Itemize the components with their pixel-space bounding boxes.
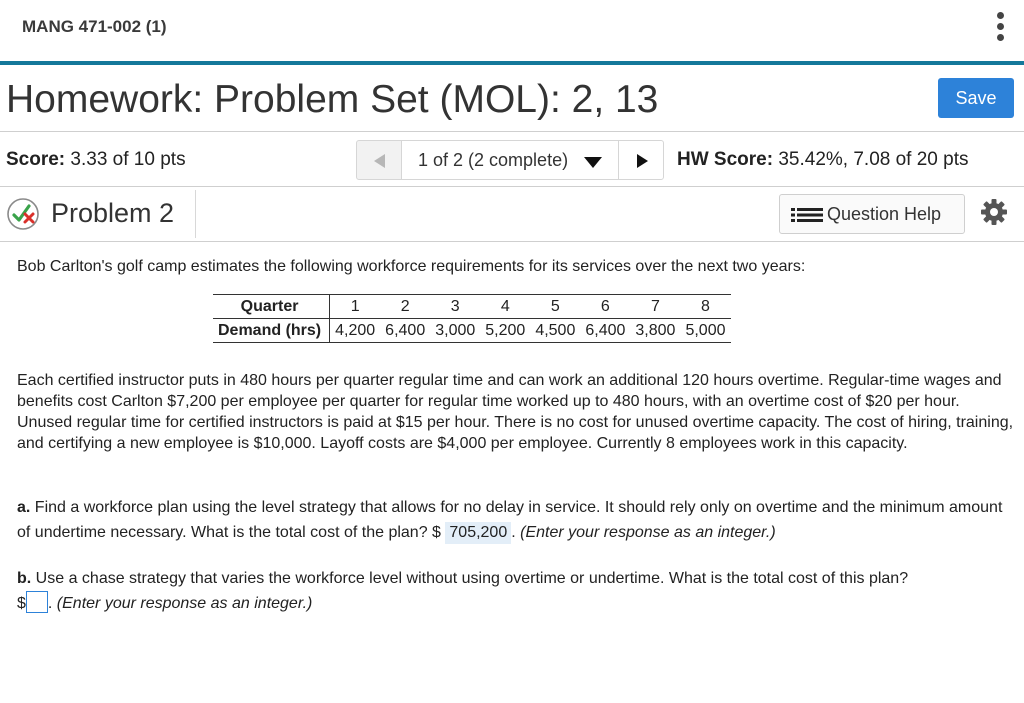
arrow-left-icon [374,154,385,168]
quarter-cell: 7 [630,295,680,319]
part-a-letter: a. [17,499,31,516]
question-selector-label: 1 of 2 (2 complete) [418,150,569,170]
quarter-cell: 2 [380,295,430,319]
quarter-cell: 5 [530,295,580,319]
demand-cell: 5,000 [680,319,730,343]
problem-intro: Bob Carlton's golf camp estimates the following workforce requirements for its services over the next two years: [17,258,806,275]
header-divider [0,61,1024,65]
question-selector[interactable] [402,140,618,180]
table-row [213,319,731,343]
score-label: Score: [6,149,66,170]
vertical-dots-icon[interactable] [994,12,1006,48]
save-button[interactable]: Save [938,78,1014,118]
part-b-letter: b. [17,570,32,587]
demand-table [213,294,731,343]
question-help-label: Question Help [827,204,942,224]
demand-cell: 4,200 [330,319,381,343]
question-navigator [356,140,664,180]
hw-score-value: 35.42%, 7.08 of 20 pts [778,149,969,170]
page-title: Homework: Problem Set (MOL): 2, 13 [6,78,659,121]
hw-score-label: HW Score: [677,149,774,170]
row-header-quarter: Quarter [213,295,330,319]
caret-down-icon [584,157,602,168]
list-icon [791,207,823,223]
gear-icon[interactable] [980,198,1008,226]
demand-cell: 4,500 [530,319,580,343]
divider [0,131,1024,132]
question-help-button[interactable] [779,194,965,234]
part-a: a. Find a workforce plan using the level strategy that allows for no delay in service. It should rely only on overtime and the minimum amount of undertime necessary. What is the total cost of the plan? $ 705,200 . (Enter your response as an integer.) [17,495,1017,545]
demand-cell: 3,000 [430,319,480,343]
quarter-cell: 1 [330,295,381,319]
demand-cell: 6,400 [380,319,430,343]
row-header-demand: Demand (hrs) [213,319,330,343]
demand-cell: 5,200 [480,319,530,343]
quarter-cell: 3 [430,295,480,319]
quarter-cell: 4 [480,295,530,319]
previous-question-button[interactable] [356,140,402,180]
quarter-cell: 8 [680,295,730,319]
divider [0,186,1024,187]
hw-score [677,149,969,171]
part-b: b. Use a chase strategy that varies the workforce level without using overtime or undertime. What is the total cost of this plan? $ . (Enter your response as an integer.) [17,570,909,612]
divider [195,190,196,238]
score [6,149,186,171]
part-b-answer-input[interactable] [26,591,48,613]
part-b-hint: (Enter your response as an integer.) [56,595,313,612]
demand-cell: 6,400 [580,319,630,343]
arrow-right-icon [637,154,648,168]
part-b-question: Use a chase strategy that varies the workforce level without using overtime or undertime. What is the total cost of this plan? [35,570,909,587]
part-a-question: Find a workforce plan using the level strategy that allows for no delay in service. It should rely only on overtime and the minimum amount of undertime necessary. What is the total cost of the plan? $ [17,499,1003,541]
score-value: 3.33 of 10 pts [70,149,186,170]
divider [0,241,1024,242]
part-b-currency: $ [17,595,26,612]
problem-description: Each certified instructor puts in 480 hours per quarter regular time and can work an additional 120 hours overtime. Regular-time wages and benefits cost Carlton $7,200 per employee per quarter for regular time worked up to 480 hours, with an overtime cost of $20 per hour. Unused regular time for certified instructors is paid at $15 per hour. There is no cost for unused overtime capacity. The cost of hiring, training, and certifying a new employee is $10,000. Layoff costs are $4,000 per employee. Currently 8 employees work in this capacity. [17,372,1014,452]
table-row [213,295,731,319]
demand-cell: 3,800 [630,319,680,343]
top-bar [0,0,1024,62]
quarter-cell: 6 [580,295,630,319]
next-question-button[interactable] [618,140,664,180]
part-a-hint: (Enter your response as an integer.) [520,524,776,541]
course-title: MANG 471-002 (1) [22,17,167,36]
partial-correct-icon [4,196,44,232]
part-a-answer[interactable]: 705,200 [445,522,511,544]
problem-title: Problem 2 [51,198,175,228]
